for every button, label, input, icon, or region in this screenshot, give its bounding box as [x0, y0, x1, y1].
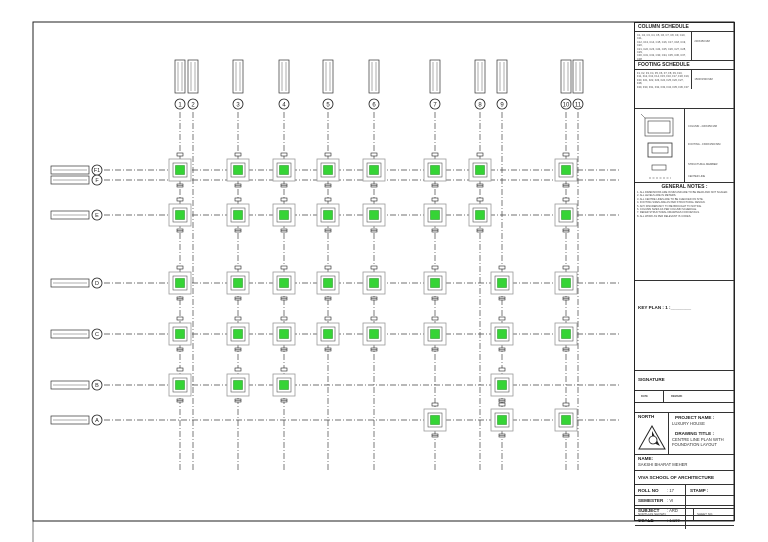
note-line: 5. ANY DISCREPANCY TO BE BROUGHT TO NOTICE. — [637, 204, 702, 208]
column-marker-3 — [233, 60, 243, 93]
column-footing — [280, 381, 289, 390]
semester-row — [635, 496, 734, 506]
footing-tag — [281, 368, 287, 371]
footing-schedule-title: FOOTING SCHEDULE — [635, 61, 734, 70]
grid-label-3: 3 — [236, 102, 240, 109]
legend-footing: FOOTING - 1500X1500 MM — [688, 143, 721, 146]
footing-tag — [177, 198, 183, 201]
column-footing — [562, 166, 571, 175]
grid-label-B: B — [95, 383, 99, 390]
column-marker-6 — [369, 60, 379, 93]
footing-tag — [563, 198, 569, 201]
roll-row — [635, 485, 734, 496]
footing-tag — [563, 266, 569, 269]
column-schedule — [635, 23, 734, 61]
stamp-label: STAMP : — [690, 488, 709, 493]
north-arrow-icon — [635, 423, 669, 453]
semester-value: : VI — [667, 498, 674, 503]
footing-schedule-size: 1500X1500 MM — [691, 70, 734, 89]
footing-tag — [325, 153, 331, 156]
sheet-footer — [634, 508, 735, 521]
column-footing — [498, 381, 507, 390]
grid-label-6: 6 — [372, 102, 376, 109]
column-footing — [234, 330, 243, 339]
column-footing — [234, 381, 243, 390]
school — [635, 471, 734, 485]
column-footing — [562, 211, 571, 220]
column-footing — [562, 416, 571, 425]
footing-tag — [563, 153, 569, 156]
column-footing — [280, 330, 289, 339]
sheet-border — [33, 22, 734, 521]
grid-label-E: E — [95, 213, 99, 220]
notes-title: GENERAL NOTES : — [661, 184, 708, 190]
column-footing — [562, 279, 571, 288]
subject-label: SUBJECT — [638, 508, 660, 513]
footing-tag — [235, 198, 241, 201]
grid-label-7: 7 — [433, 102, 437, 109]
footing-tag — [235, 266, 241, 269]
north-label: NORTH — [638, 414, 655, 419]
column-footing — [176, 381, 185, 390]
column-footing — [370, 279, 379, 288]
column-marker-4 — [279, 60, 289, 93]
footing-tag — [499, 317, 505, 320]
column-marker-2 — [188, 60, 198, 93]
column-footing — [370, 166, 379, 175]
project-name-label: PROJECT NAME : — [675, 415, 715, 420]
student-name-value: SAKSHI BHARAT MEHER — [638, 462, 688, 467]
scale-label: SCALE — [638, 518, 654, 523]
footing-tag — [499, 403, 505, 406]
grid-label-A: A — [95, 418, 99, 425]
roll-label: ROLL NO — [638, 488, 659, 493]
footing-tag — [371, 266, 377, 269]
footing-tag — [235, 153, 241, 156]
sheet-number: SHEET NO. — [697, 512, 714, 516]
footing-tag — [281, 266, 287, 269]
footing-tag — [477, 153, 483, 156]
footing-tag — [281, 317, 287, 320]
grid-label-5: 5 — [326, 102, 330, 109]
general-notes — [635, 183, 734, 281]
note-line: 8. ALL WORK AS PER RELEVANT IS CODES. — [637, 214, 692, 218]
foundation-plan — [51, 60, 620, 470]
student-name — [635, 455, 734, 471]
column-footing — [498, 330, 507, 339]
scale-value: : 1:100 — [667, 518, 680, 523]
footing-tag — [177, 368, 183, 371]
grid-label-9: 9 — [500, 102, 504, 109]
legend-symbols — [635, 109, 685, 183]
key-plan — [635, 281, 734, 371]
title-block — [634, 22, 735, 521]
footing-schedule-line: F20, F21, F22, F23, F24, F25, F26, F27, F28, — [637, 78, 684, 86]
grid-label-11: 11 — [574, 102, 582, 109]
key-plan-label: KEY PLAN : 1 :________ — [638, 305, 692, 310]
column-marker-10 — [561, 60, 571, 93]
column-footing — [324, 279, 333, 288]
column-footing — [431, 416, 440, 425]
column-footing — [176, 211, 185, 220]
footing-tag — [281, 198, 287, 201]
column-footing — [498, 416, 507, 425]
grid-label-1: 1 — [178, 102, 182, 109]
drawing-title: CENTRE LINE PLAN WITH FOUNDATION LAYOUT — [672, 437, 724, 447]
project-name: LUXURY HOUSE — [672, 421, 705, 426]
column-marker-8 — [475, 60, 485, 93]
roll-value: : 17 — [667, 488, 674, 493]
note-line: 4. FOOTING SIZES ARE AS PER STRUCTURAL DESIGN. — [637, 201, 706, 205]
column-footing — [431, 330, 440, 339]
footing-tag — [325, 198, 331, 201]
drawing-title-label: DRAWING TITLE : — [675, 431, 715, 436]
column-footing — [234, 211, 243, 220]
column-footing — [431, 166, 440, 175]
column-footing — [324, 211, 333, 220]
grid-label-2: 2 — [191, 102, 195, 109]
footing-tag — [563, 317, 569, 320]
footing-schedule-line: F1, F2, F3, F4, F5, F6, F7, F8, F9, F10, — [637, 72, 683, 75]
note-line: 6. COLUMN SIZES AS PER COLUMN SCHEDULE. — [637, 208, 697, 212]
column-footing — [370, 211, 379, 220]
column-schedule-line: C12, C13, C14, C15, C16, C17, C18, C19, C20, — [637, 40, 686, 48]
project-info — [635, 413, 734, 455]
column-footing — [562, 330, 571, 339]
footing-tag — [563, 403, 569, 406]
grid-label-D: D — [95, 281, 99, 288]
footing-tag — [432, 198, 438, 201]
grid-label-4: 4 — [282, 102, 286, 109]
grid-label-10: 10 — [562, 102, 570, 109]
school-name: VIVA SCHOOL OF ARCHITECTURE — [638, 475, 715, 480]
column-footing — [176, 279, 185, 288]
legend-column: COLUMN - 230X450 MM — [688, 125, 717, 128]
footing-tag — [235, 368, 241, 371]
column-footing — [176, 166, 185, 175]
legend-member: STRUCTURAL MEMBER — [688, 163, 718, 166]
column-schedule-line: C30, C31, C32, C33, C34, C35, C36, C37, C38 — [637, 54, 686, 61]
footing-tag — [432, 266, 438, 269]
date-remark — [635, 391, 734, 403]
footing-schedule — [635, 61, 734, 109]
note-line: 2. ALL LEVELS ARE IN METERS. — [637, 194, 677, 198]
column-schedule-line: C1, C2, C3, C4, C5, C6, C7, C8, C9, C10, C11, — [637, 34, 686, 41]
column-footing — [498, 279, 507, 288]
column-marker-1 — [175, 60, 185, 93]
footing-tag — [499, 266, 505, 269]
column-schedule-line: C21, C22, C23, C24, C25, C26, C27, C28, C29, — [637, 47, 686, 55]
footing-tag — [371, 317, 377, 320]
name-label: NAME: — [638, 456, 654, 461]
column-schedule-title: COLUMN SCHEDULE — [635, 23, 734, 32]
footing-tag — [177, 153, 183, 156]
column-footing — [234, 279, 243, 288]
column-schedule-size: 230X450 MM — [691, 32, 734, 61]
column-marker-5 — [323, 60, 333, 93]
column-footing — [476, 211, 485, 220]
column-footing — [280, 166, 289, 175]
column-footing — [431, 211, 440, 220]
footing-schedule-line: F29, F30, F31, F32, F33, F34, F35, F36, F37 — [637, 85, 689, 89]
grid-label-8: 8 — [478, 102, 482, 109]
column-footing — [234, 166, 243, 175]
column-footing — [431, 279, 440, 288]
north-as-shown: NORTH AS SHOWN — [638, 512, 666, 516]
footing-schedule-line: F11, F12, F13, F14, F15, F16, F17, F18, F19, — [637, 75, 690, 79]
remark-label: REMARK — [671, 395, 683, 398]
legend-centerline: CENTER LINE — [688, 175, 706, 178]
footing-tag — [325, 266, 331, 269]
subject-value: : ARD — [667, 508, 678, 513]
column-footing — [176, 330, 185, 339]
footing-tag — [281, 153, 287, 156]
footing-tag — [477, 198, 483, 201]
column-marker-7 — [430, 60, 440, 93]
column-marker-11 — [573, 60, 583, 93]
note-line: 7. REFER STRUCTURAL DRAWINGS FOR DETAILS. — [637, 211, 700, 215]
note-line: 3. ALL CENTRE LINES ARE TO BE CHECKED ON SITE. — [637, 197, 704, 201]
footing-tag — [177, 317, 183, 320]
footing-tag — [499, 368, 505, 371]
footing-tag — [235, 317, 241, 320]
column-footing — [370, 330, 379, 339]
legend — [635, 109, 734, 183]
footing-tag — [177, 266, 183, 269]
grid-label-F1: F1 — [93, 168, 101, 175]
grid-label-F: F — [95, 178, 99, 185]
grid-label-C: C — [95, 332, 99, 339]
footing-tag — [432, 403, 438, 406]
column-footing — [324, 166, 333, 175]
column-footing — [476, 166, 485, 175]
date-label: DATE — [641, 395, 648, 398]
signature-label: SIGNATURE — [638, 377, 665, 382]
footing-tag — [371, 153, 377, 156]
footing-tag — [432, 317, 438, 320]
footing-tag — [371, 198, 377, 201]
column-marker-9 — [497, 60, 507, 93]
semester-label: SEMESTER — [638, 498, 664, 503]
footing-tag — [325, 317, 331, 320]
signature — [635, 371, 734, 391]
note-line: 1. ALL DIMENSIONS ARE IN MM AND ARE TO BE READ AND NOT SCALED. — [637, 191, 728, 194]
footing-tag — [432, 153, 438, 156]
column-footing — [324, 330, 333, 339]
column-footing — [280, 211, 289, 220]
column-footing — [280, 279, 289, 288]
